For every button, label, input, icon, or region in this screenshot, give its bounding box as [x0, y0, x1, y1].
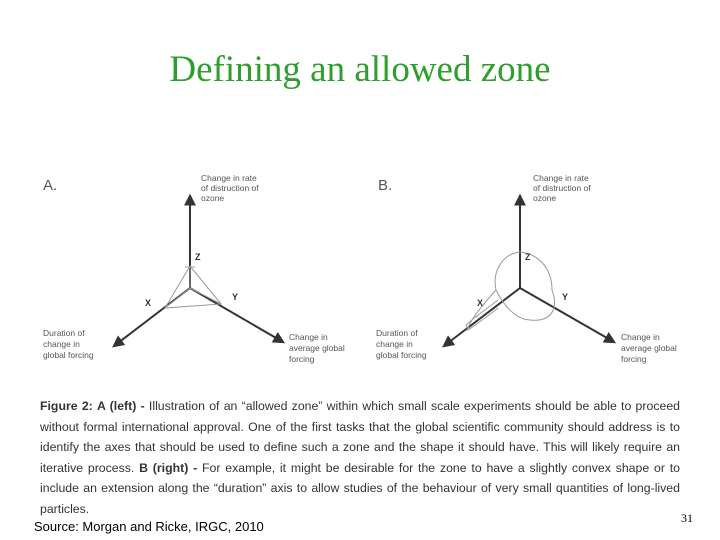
- slide-title: Defining an allowed zone: [169, 49, 551, 90]
- panel-a-top-axis-label: [201, 173, 259, 203]
- panel-a-x-label: X: [145, 298, 152, 308]
- svg-text:Duration of: Duration of: [376, 328, 418, 338]
- svg-text:change in: change in: [43, 339, 80, 349]
- svg-text:of distruction of: of distruction of: [533, 183, 591, 193]
- svg-text:Change in rate: Change in rate: [201, 173, 257, 183]
- svg-text:forcing: forcing: [289, 354, 315, 364]
- panel-b: [376, 173, 677, 364]
- svg-text:Duration of: Duration of: [43, 328, 85, 338]
- panel-b-z-label: Z: [525, 252, 531, 262]
- panel-a: [43, 173, 345, 364]
- caption-left-label: A (left) -: [97, 399, 145, 413]
- panel-b-top-axis-label: [533, 173, 591, 203]
- svg-text:forcing: forcing: [621, 354, 647, 364]
- caption-text-2: For example, it might be desirable for the zone to have a slightly convex shape or to include an extension along the “duration” axis to allow studies of the behaviour of very small quantities of long-lived particles.: [40, 460, 680, 516]
- panel-a-left-axis-label: [43, 328, 94, 360]
- panel-b-letter: B.: [378, 177, 393, 194]
- svg-text:Change in: Change in: [289, 332, 328, 342]
- svg-text:average global: average global: [621, 343, 677, 353]
- panel-a-right-axis-label: [289, 332, 345, 364]
- svg-text:ozone: ozone: [533, 193, 557, 203]
- svg-text:average global: average global: [289, 343, 345, 353]
- caption-right-label: B (right) -: [139, 460, 198, 475]
- svg-text:of distruction of: of distruction of: [201, 183, 259, 193]
- panel-b-y-label: Y: [562, 292, 569, 302]
- panel-b-x-label: X: [477, 298, 484, 308]
- svg-text:Change in rate: Change in rate: [533, 173, 589, 183]
- caption-figure-label: Figure 2:: [40, 399, 93, 413]
- panel-a-letter: A.: [43, 177, 58, 194]
- svg-text:ozone: ozone: [201, 193, 225, 203]
- caption-text-1: Illustration of an “allowed zone” within which small scale experiments should be able to proceed without formal international approval. One of the first tasks that the global scientific community should address is to identify the axes that should be used to define such a zone and the shape it should have. This will likely require an iterative process.: [40, 399, 680, 475]
- panel-b-left-axis-label: [376, 328, 427, 360]
- panel-b-x-axis: [444, 288, 520, 346]
- svg-text:global forcing: global forcing: [376, 350, 427, 360]
- panel-b-right-axis-label: [621, 332, 677, 364]
- panel-a-y-label: Y: [232, 292, 239, 302]
- figure-caption: [40, 396, 680, 520]
- svg-text:global forcing: global forcing: [43, 350, 94, 360]
- panel-a-z-label: Z: [195, 252, 201, 262]
- axes-diagram: [0, 160, 720, 380]
- svg-text:change in: change in: [376, 339, 413, 349]
- svg-text:Change in: Change in: [621, 332, 660, 342]
- source-citation: Source: Morgan and Ricke, IRGC, 2010: [34, 519, 264, 534]
- page-number: 31: [681, 511, 693, 525]
